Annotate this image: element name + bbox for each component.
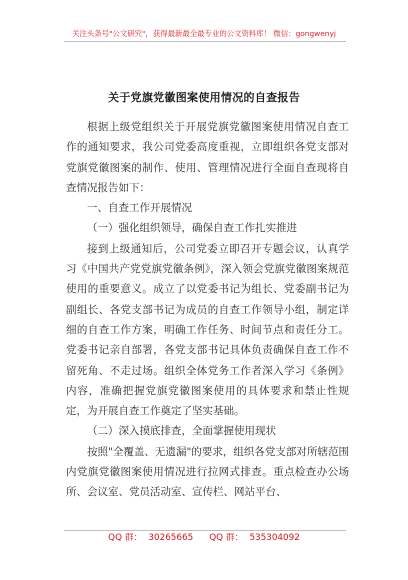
document-title: 关于党旗党徽图案使用情况的自查报告 [107, 91, 301, 104]
footer-contact [0, 533, 408, 544]
intro-paragraph: 根据上级党组织关于开展党旗党徽图案使用情况自查工作的通知要求，我公司党委高度重视，立即组织各党支部对党旗党徽图案的制作、使用、管理情况进行全面自查现将自查情况报告如下： [66, 121, 349, 194]
header-divider [64, 41, 346, 42]
subsection-heading-1: （一）强化组织领导，确保自查工作扎实推进 [87, 222, 297, 235]
subsection-paragraph-2: 按照"全覆盖、无遗漏"的要求，组织各党支部对所辖范围内党旗党徽图案使用情况进行拉网式排查。重点检查办公场所、会议室、党员活动室、宣传栏、网站平台、 [66, 445, 349, 499]
section-heading-1: 一、自查工作开展情况 [87, 202, 192, 215]
subsection-heading-2: （二）深入摸底排查，全面掌握使用现状 [87, 425, 276, 438]
footer-divider [64, 530, 346, 531]
footer-qq2-label: QQ 群： [209, 533, 244, 543]
footer-qq1-value: 30265665 [148, 533, 194, 543]
footer-qq1-label: QQ 群： [108, 533, 143, 543]
header-promo-note: 关注头条号"公文研究"，获得最新最全最专业的公文资料库！ 微信：gongwenyj [72, 29, 336, 38]
document-body [66, 112, 349, 503]
footer-qq2-value: 535304092 [249, 533, 300, 543]
subsection-paragraph-1: 接到上级通知后，公司党委立即召开专题会议，认真学习《中国共产党党旗党徽条例》，深入领会党旗党徽图案规范使用的重要意义。成立了以党委书记为组长、党委副书记为副组长、各党支部书记为成员的自查工作领导小组，制定详细的自查工作方案，明确工作任务、时间节点和责任分工。党委书记亲自部署，各党支部书记具体负责确保自查工作不留死角、不走过场。组织全体党务工作者深入学习《条例》内容，准确把握党旗党徽图案使用的具体要求和禁止性规定，为开展自查工作奠定了坚实基础。 [66, 242, 349, 418]
